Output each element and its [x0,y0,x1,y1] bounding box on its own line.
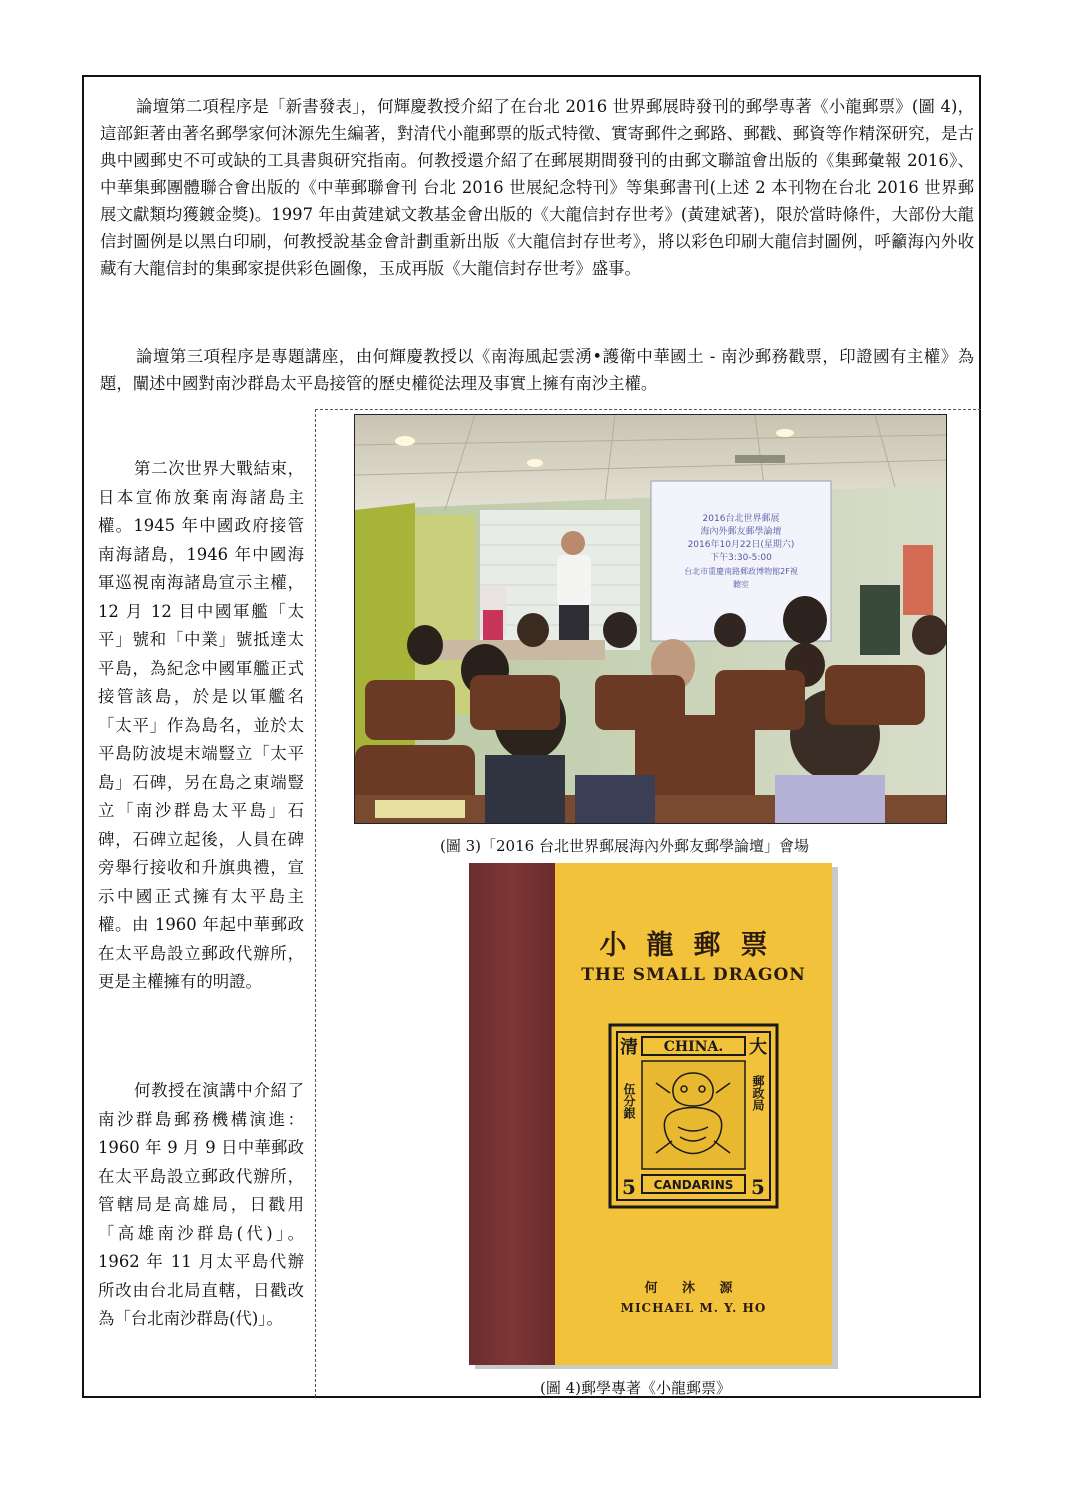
paragraph-new-book-release: 論壇第二項程序是「新書發表」，何輝慶教授介紹了在台北 2016 世界郵展時發刊的郵學專著《小龍郵票》(圖 4)，這部鉅著由著名郵學家何沐源先生編著，對清代小龍郵票的版式特徵、實寄郵件之郵路、郵戳、郵資等作精深研究，是古典中國郵史不可或缺的工具書與研究指南。何教授還介紹了在郵展期間發刊的由郵文聯誼會出版的《集郵彙報 2016》、中華集郵團體聯合會出版的《中華郵聯會刊 台北 2016 世展紀念特刊》等集郵書刊(上述 2 本刊物在台北 2016 世界郵展文獻類均獲鍍金獎)。1997 年由黃建斌文教基金會出版的《大龍信封存世考》(黃建斌著)，限於當時條件，大部份大龍信封圖例是以黑白印刷，何教授說基金會計劃重新出版《大龍信封存世考》，將以彩色印刷大龍信封圖例，呼籲海內外收藏有大龍信封的集郵家提供彩色圖像，玉成再版《大龍信封存世考》盛事。 [100,97,974,278]
stamp-top-text: CHINA. [663,1039,724,1055]
stamp-corner-right: 大 [749,1037,767,1058]
paragraph-postal-history: 何教授在演講中介紹了南沙群島郵務機構演進：1960 年 9 月 9 日中華郵政在太平島設立郵政代辦所，管轄局是高雄局，日戳用「高雄南沙群島(代)」。1962 年 11 月太平島代辦所改由台北局直轄，日戳改為「台北南沙群島(代)」。 [98,1081,304,1328]
stamp-bottom-text: CANDARINS [653,1178,734,1192]
screen-line-6: 聽室 [733,580,749,589]
screen-line-5: 台北市重慶南路郵政博物館2F視 [684,567,798,576]
book-title-chinese: 小龍郵票 [599,930,788,961]
book-title-english: THE SMALL DRAGON [581,965,806,985]
screen-line-3: 2016年10月22日(星期六) [687,540,795,550]
paragraph-wwii-history: 第二次世界大戰結束，日本宣佈放棄南海諸島主權。1945 年中國政府接管南海諸島，1946 年中國海軍巡視南海諸島宣示主權，12 月 12 目中國軍艦「太平」號和「中業」號抵達太平島，為紀念中國軍艦正式接管該島，於是以軍艦名「太平」作為島名，並於太平島防波堤末端豎立「太平島」石碑，另在島之東端豎立「南沙群島太平島」石碑，石碑立起後，人員在碑旁舉行接收和升旗典禮，宣示中國正式擁有太平島主權。由 1960 年起中華郵政在太平島設立郵政代辦所，更是主權擁有的明證。 [98,459,304,991]
paragraph-lecture-intro: 論壇第三項程序是專題講座，由何輝慶教授以《南海風起雲湧•護衛中華國土 - 南沙郵務戳票，印證國有主權》為題，闡述中國對南沙群島太平島接管的歷史權從法理及事實上擁有南沙主權。 [100,347,974,393]
book-cover-small-dragon [469,863,832,1365]
small-dragon-stamp-image [608,1023,779,1209]
forum-venue-photo [354,414,947,824]
stamp-value-left: 5 [622,1175,636,1199]
book-spine [469,863,555,1365]
book-author-chinese: 何 沐 源 [644,1281,743,1296]
stamp-value-right: 5 [751,1175,765,1199]
page-frame [82,75,981,1398]
screen-line-1: 2016台北世界郵展 [702,514,780,524]
stamp-left-side: 伍分銀 [622,1083,636,1119]
stamp-right-side: 郵政局 [751,1075,765,1111]
figure3-caption: (圖 3)「2016 台北世界郵展海內外郵友郵學論壇」會場 [440,837,809,855]
column-divider-vertical [315,409,316,1397]
figure4-caption: (圖 4)郵學專著《小龍郵票》 [540,1379,732,1397]
stamp-corner-left: 清 [620,1037,638,1058]
screen-line-2: 海內外郵友郵學論壇 [700,527,782,537]
screen-line-4: 下午3:30-5:00 [710,553,772,563]
book-author-english: MICHAEL M. Y. HO [620,1301,767,1315]
column-divider-horizontal [315,409,981,410]
